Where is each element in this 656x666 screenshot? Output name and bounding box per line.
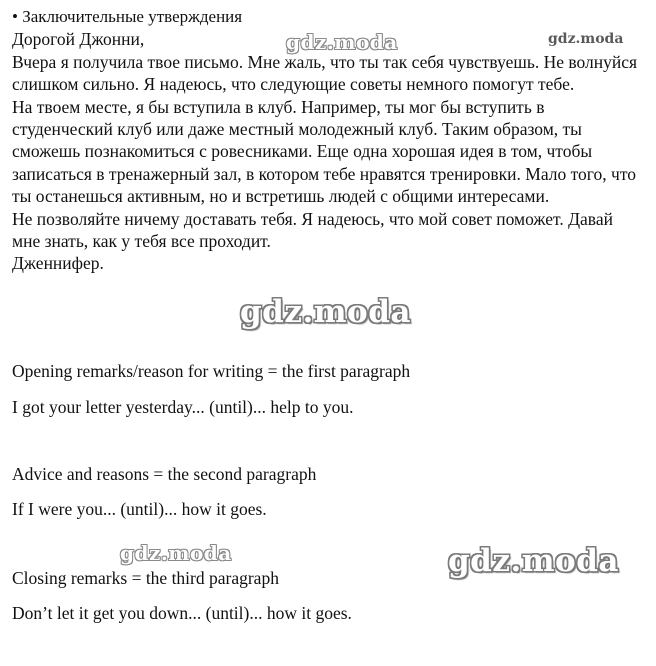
- letter-greeting: Дорогой Джонни,: [12, 29, 145, 50]
- watermark-logo: gdz.moda: [448, 543, 619, 579]
- advice-text: If I were you... (until)... how it goes.: [12, 499, 267, 519]
- closing-remarks-title: Closing remarks = the third paragraph: [12, 568, 279, 588]
- opening-remarks-text: I got your letter yesterday... (until)... help to you.: [12, 397, 354, 417]
- watermark-logo: gdz.moda: [240, 294, 411, 330]
- closing-remarks-text: Don’t let it get you down... (until)... how it goes.: [12, 603, 352, 623]
- opening-remarks-title: Opening remarks/reason for writing = the first paragraph: [12, 361, 411, 381]
- watermark-logo: gdz.moda: [548, 31, 624, 47]
- letter-paragraph-2: На твоем месте, я бы вступила в клуб. Например, ты мог бы вступить в студенческий клуб или даже местный молодежный клуб. Таким образом, ты сможешь познакомиться с ровесниками. Еще одна хорошая идея в том, чтобы записаться в тренажерный зал, в котором тебе нравятся тренировки. Мало того, что ты останешься активным, но и встретишь людей с общими интересами.: [12, 96, 637, 207]
- advice-title: Advice and reasons = the second paragraph: [12, 464, 317, 484]
- letter-signature: Дженнифер.: [12, 253, 104, 274]
- letter-paragraph-1: Вчера я получила твое письмо. Мне жаль, что ты так себя чувствуешь. Не волнуйся слишком сильно. Я надеюсь, что следующие советы немного помогут тебе.: [12, 51, 638, 95]
- letter-paragraph-3: Не позволяйте ничему доставать тебя. Я надеюсь, что мой совет поможет. Давай мне знать, как у тебя все проходит.: [12, 208, 613, 252]
- watermark-logo: gdz.moda: [120, 541, 232, 565]
- section-heading: • Заключительные утверждения: [12, 7, 243, 26]
- watermark-logo: gdz.moda: [286, 30, 398, 54]
